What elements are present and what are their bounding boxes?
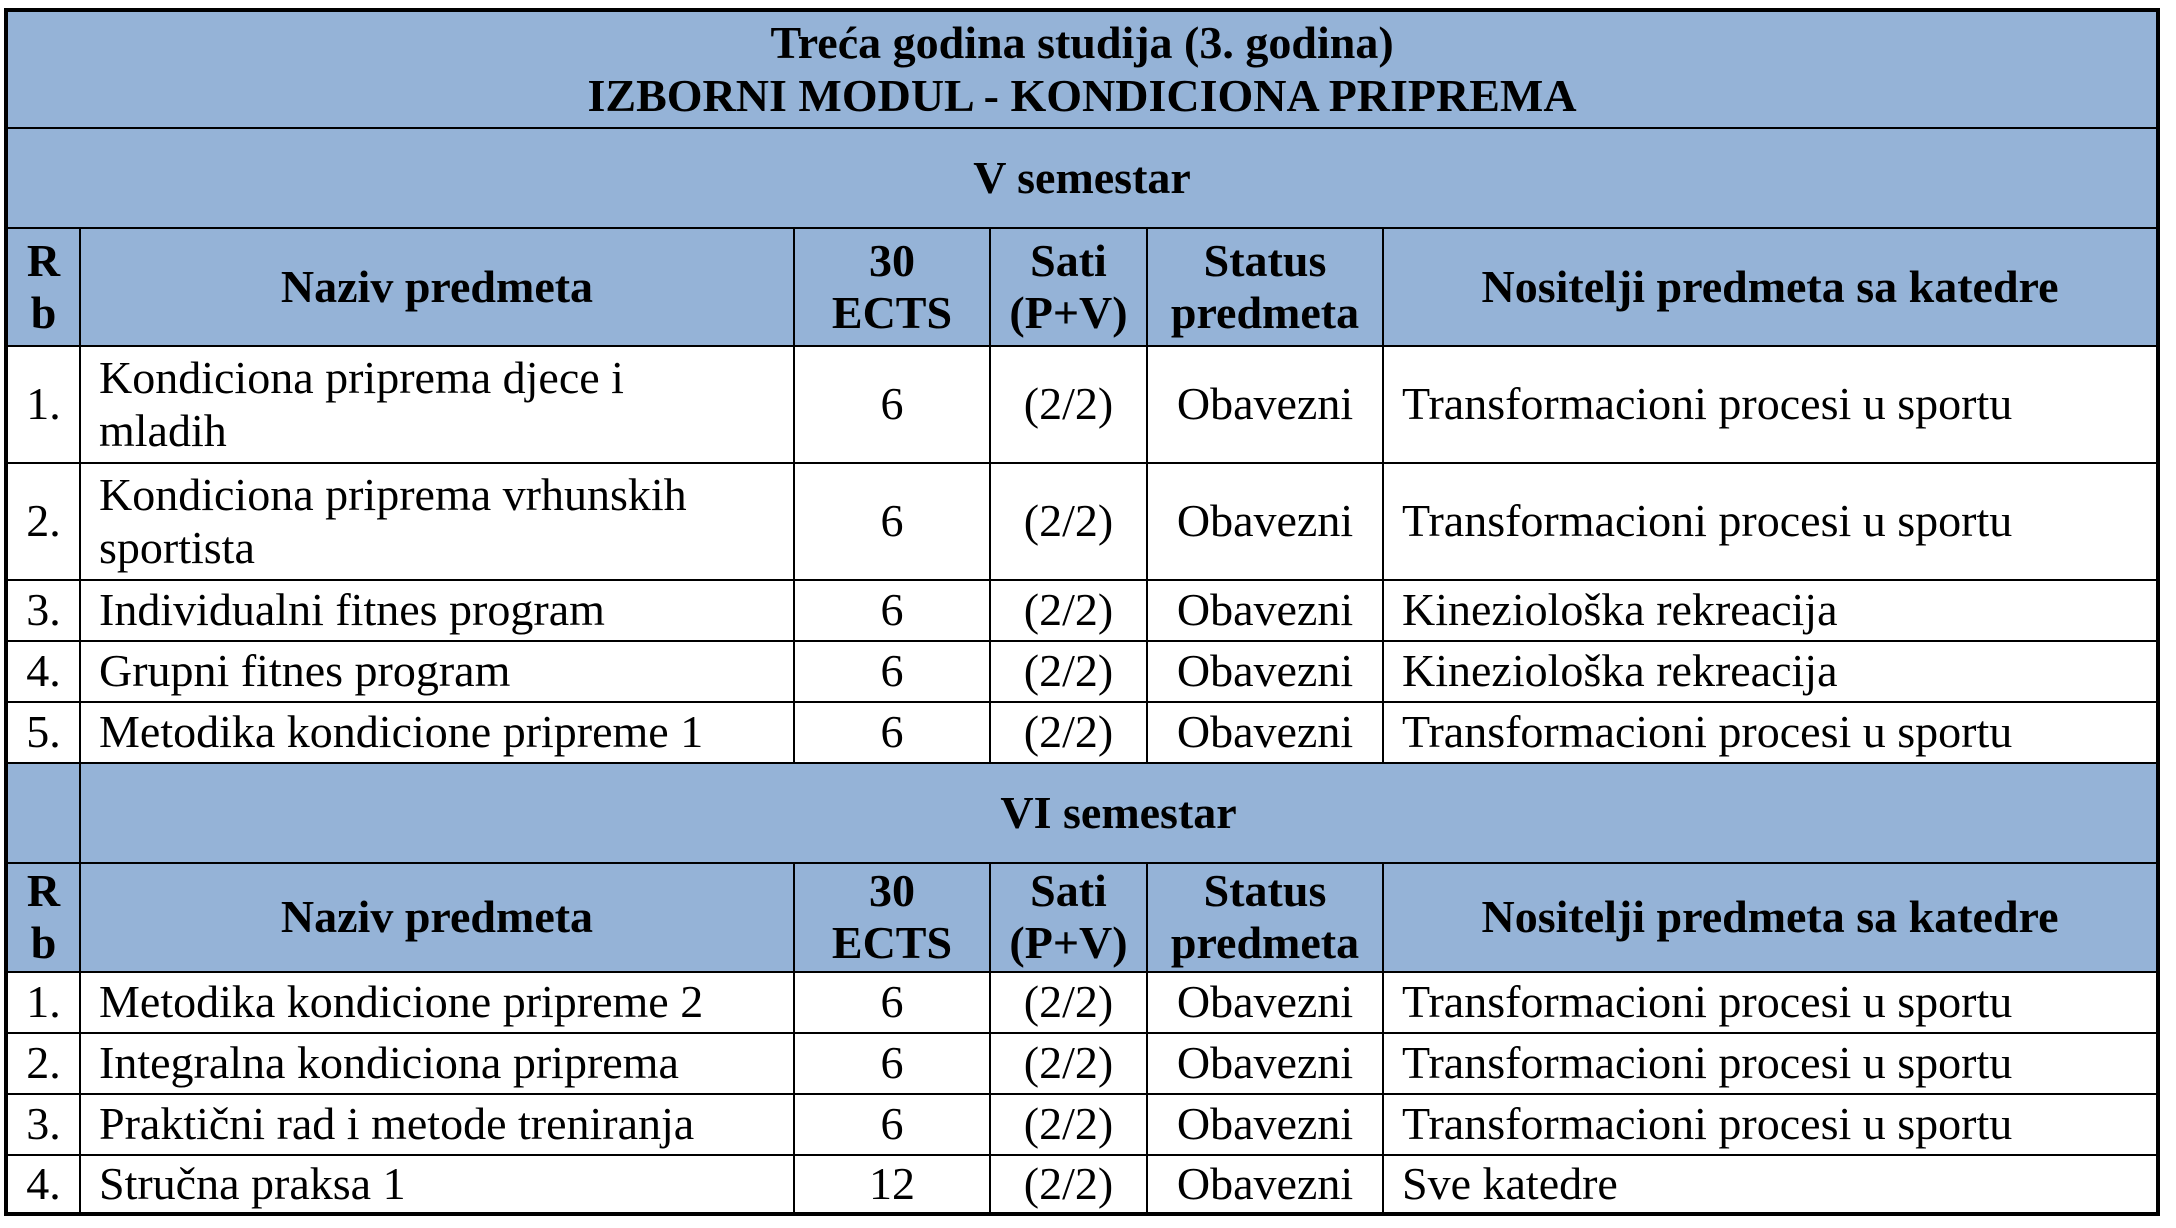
col-header-nositelji: Nositelji predmeta sa katedre: [1383, 863, 2158, 972]
status-cell: Obavezni: [1147, 1033, 1383, 1094]
table-row: [6, 972, 2158, 1033]
row-number-cell: 2.: [6, 463, 80, 580]
ects-cell: 6: [794, 702, 990, 763]
title-line-2: IZBORNI MODUL - KONDICIONA PRIPREMA: [587, 69, 1577, 121]
status-cell: Obavezni: [1147, 463, 1383, 580]
col-header-ects: 30 ECTS: [794, 228, 990, 346]
hours-cell: (2/2): [990, 702, 1147, 763]
subject-name-cell: Individualni fitnes program: [80, 580, 794, 641]
table-row: [6, 463, 2158, 580]
hours-cell: (2/2): [990, 1033, 1147, 1094]
col-header-status: Status predmeta: [1147, 228, 1383, 346]
hours-cell: (2/2): [990, 972, 1147, 1033]
col-header-nositelji: Nositelji predmeta sa katedre: [1383, 228, 2158, 346]
table-row: [6, 702, 2158, 763]
status-cell: Obavezni: [1147, 641, 1383, 702]
hours-cell: (2/2): [990, 1155, 1147, 1214]
row-number-cell: 1.: [6, 346, 80, 463]
col-header-rb: R b: [6, 228, 80, 346]
department-cell: Transformacioni procesi u sportu: [1383, 972, 2158, 1033]
department-cell: Transformacioni procesi u sportu: [1383, 463, 2158, 580]
subject-name-cell: Praktični rad i metode treniranja: [80, 1094, 794, 1155]
curriculum-table: [4, 8, 2160, 1216]
ects-cell: 6: [794, 1033, 990, 1094]
department-cell: Kineziološka rekreacija: [1383, 580, 2158, 641]
table-row: [6, 580, 2158, 641]
subject-name-cell: Kondiciona priprema vrhunskih sportista: [80, 463, 794, 580]
ects-cell: 12: [794, 1155, 990, 1214]
col-header-naziv: Naziv predmeta: [80, 228, 794, 346]
ects-cell: 6: [794, 463, 990, 580]
subject-name-cell: Metodika kondicione pripreme 1: [80, 702, 794, 763]
subject-name-cell: Integralna kondiciona priprema: [80, 1033, 794, 1094]
semester-banner-vi: VI semestar: [80, 763, 2158, 863]
col-header-status: Status predmeta: [1147, 863, 1383, 972]
ects-cell: 6: [794, 1094, 990, 1155]
hours-cell: (2/2): [990, 463, 1147, 580]
col-header-sati: Sati (P+V): [990, 863, 1147, 972]
semester-banner-v: V semestar: [6, 128, 2158, 228]
row-number-cell: 5.: [6, 702, 80, 763]
row-number-cell: 4.: [6, 1155, 80, 1214]
col-header-sati: Sati (P+V): [990, 228, 1147, 346]
department-cell: Kineziološka rekreacija: [1383, 641, 2158, 702]
col-header-naziv: Naziv predmeta: [80, 863, 794, 972]
department-cell: Sve katedre: [1383, 1155, 2158, 1214]
ects-cell: 6: [794, 346, 990, 463]
col-header-rb: R b: [6, 863, 80, 972]
status-cell: Obavezni: [1147, 972, 1383, 1033]
hours-cell: (2/2): [990, 641, 1147, 702]
ects-cell: 6: [794, 972, 990, 1033]
hours-cell: (2/2): [990, 346, 1147, 463]
empty-cell: [6, 763, 80, 863]
table-row: [6, 1094, 2158, 1155]
status-cell: Obavezni: [1147, 580, 1383, 641]
col-header-ects: 30 ECTS: [794, 863, 990, 972]
status-cell: Obavezni: [1147, 1094, 1383, 1155]
table-title: [6, 10, 2158, 128]
table-row: [6, 641, 2158, 702]
table-row: [6, 1155, 2158, 1214]
status-cell: Obavezni: [1147, 1155, 1383, 1214]
subject-name-cell: Grupni fitnes program: [80, 641, 794, 702]
department-cell: Transformacioni procesi u sportu: [1383, 1094, 2158, 1155]
row-number-cell: 3.: [6, 1094, 80, 1155]
row-number-cell: 2.: [6, 1033, 80, 1094]
hours-cell: (2/2): [990, 1094, 1147, 1155]
table-row: [6, 346, 2158, 463]
table-row: [6, 1033, 2158, 1094]
ects-cell: 6: [794, 580, 990, 641]
subject-name-cell: Stručna praksa 1: [80, 1155, 794, 1214]
hours-cell: (2/2): [990, 580, 1147, 641]
title-line-1: Treća godina studija (3. godina): [770, 17, 1394, 69]
subject-name-cell: Metodika kondicione pripreme 2: [80, 972, 794, 1033]
ects-cell: 6: [794, 641, 990, 702]
department-cell: Transformacioni procesi u sportu: [1383, 1033, 2158, 1094]
row-number-cell: 4.: [6, 641, 80, 702]
subject-name-cell: Kondiciona priprema djece i mladih: [80, 346, 794, 463]
department-cell: Transformacioni procesi u sportu: [1383, 346, 2158, 463]
status-cell: Obavezni: [1147, 702, 1383, 763]
department-cell: Transformacioni procesi u sportu: [1383, 702, 2158, 763]
row-number-cell: 1.: [6, 972, 80, 1033]
row-number-cell: 3.: [6, 580, 80, 641]
status-cell: Obavezni: [1147, 346, 1383, 463]
